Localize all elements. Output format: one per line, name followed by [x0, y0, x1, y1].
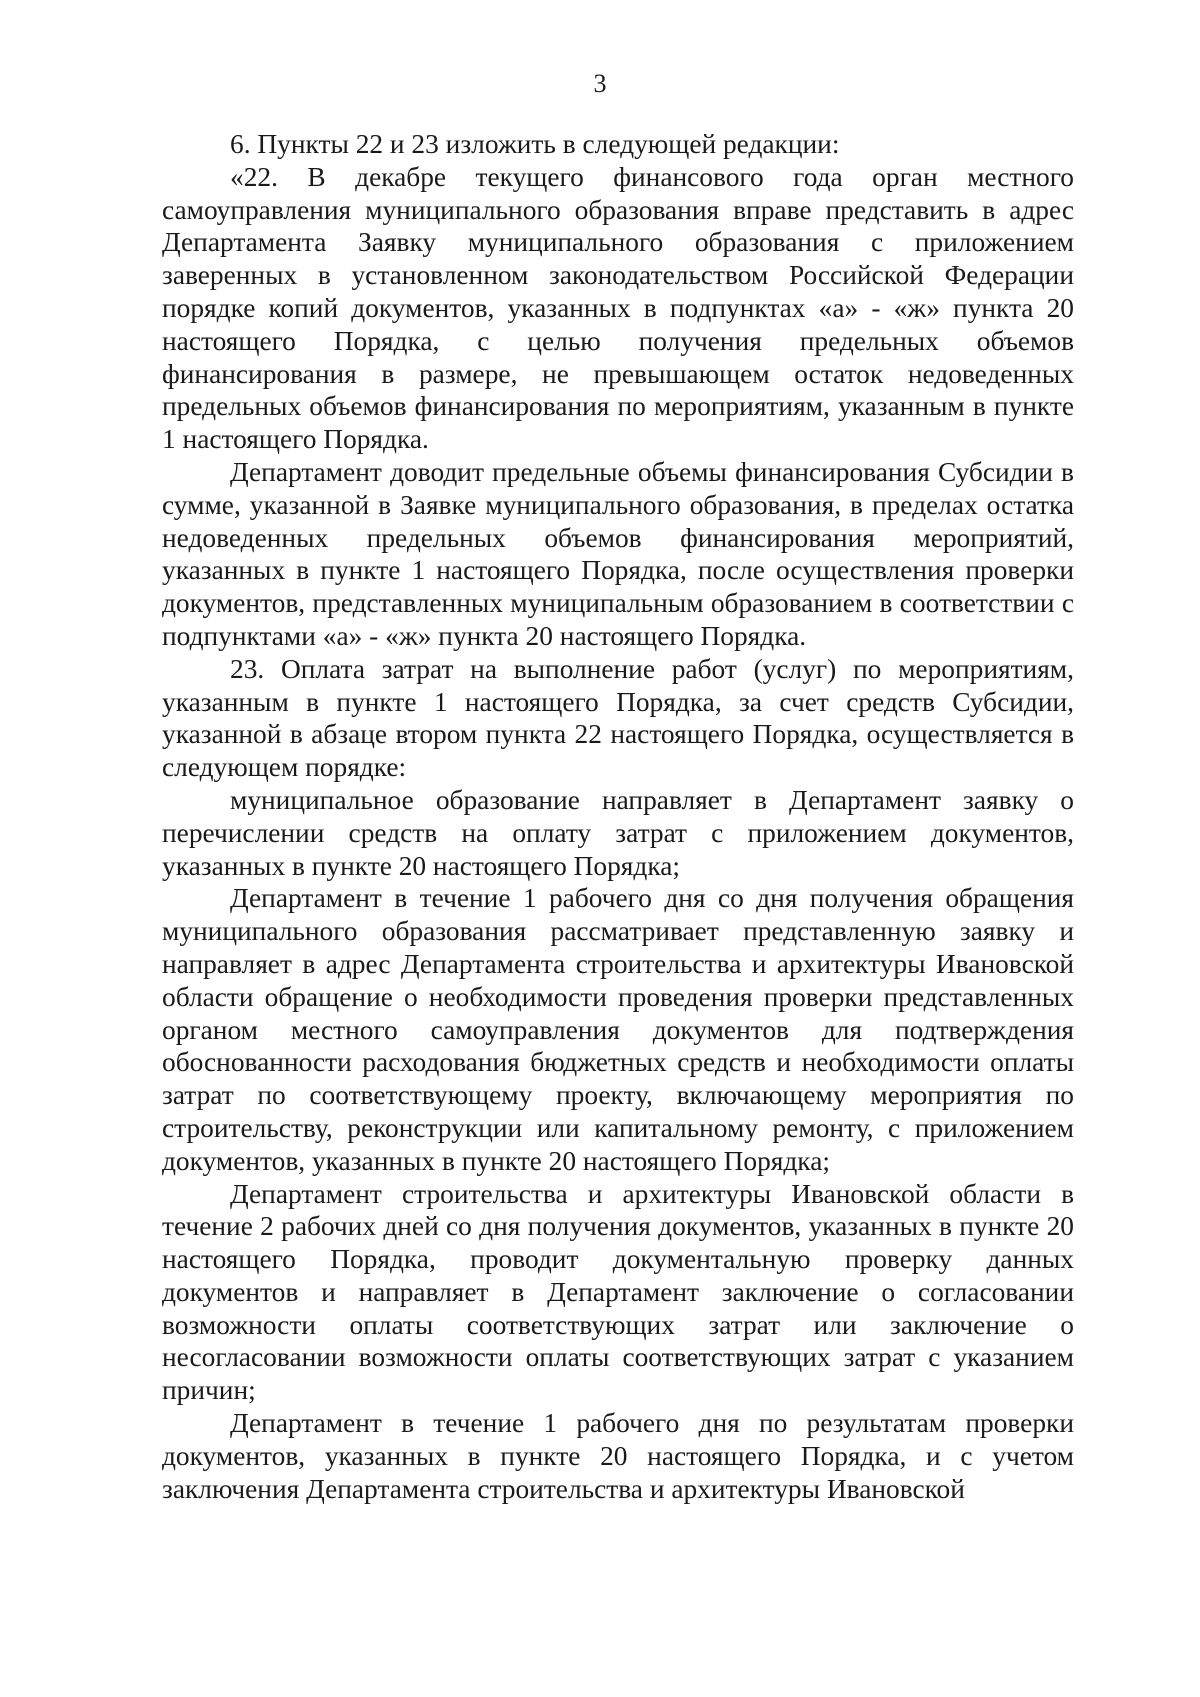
paragraph-item-22-funding: Департамент доводит предельные объемы финансирования Субсидии в сумме, указанной в Заявке муниципального образования, в пределах остатка недоведенных предельных объемов финансирования мероприятий, указанных в пункте 1 настоящего Порядка, после осуществления проверки документов, представленных муниципальным образованием в соответствии с подпунктами «а» - «ж» пункта 20 настоящего Порядка. — [162, 456, 1074, 651]
paragraph-item-23: 23. Оплата затрат на выполнение работ (услуг) по мероприятиям, указанным в пункте 1 настоящего Порядка, за счет средств Субсидии, указанной в абзаце втором пункта 22 настоящего Порядка, осуществляется в следующем порядке: — [162, 653, 1074, 783]
paragraph-construction-check: Департамент строительства и архитектуры Ивановской области в течение 2 рабочих дней со дня получения документов, указанных в пункте 20 настоящего Порядка, проводит документальную проверку данных документов и направляет в Департамент заключение о согласовании возможности оплаты соответствующих затрат или заключение о несогласовании возможности оплаты соответствующих затрат с указанием причин; — [162, 1178, 1074, 1406]
paragraph-item-22: «22. В декабре текущего финансового года орган местного самоуправления муниципального образования вправе представить в адрес Департамента Заявку муниципального образования с приложением заверенных в установленном законодательством Российской Федерации порядке копий документов, указанных в подпунктах «а» - «ж» пункта 20 настоящего Порядка, с целью получения предельных объемов финансирования в размере, не превышающем остаток недоведенных предельных объемов финансирования по мероприятиям, указанным в пункте 1 настоящего Порядка. — [162, 161, 1074, 455]
page-number: 3 — [593, 69, 607, 98]
paragraph-department-review: Департамент в течение 1 рабочего дня со дня получения обращения муниципального образования рассматривает представленную заявку и направляет в адрес Департамента строительства и архитектуры Ивановской области обращение о необходимости проведения проверки представленных органом местного самоуправления документов для подтверждения обоснованности расходования бюджетных средств и необходимости оплаты затрат по соответствующему проекту, включающему мероприятия по строительству, реконструкции или капитальному ремонту, с приложением документов, указанных в пункте 20 настоящего Порядка; — [162, 883, 1074, 1176]
paragraph-department-decision: Департамент в течение 1 рабочего дня по результатам проверки документов, указанных в пункте 20 настоящего Порядка, и с учетом заключения Департамента строительства и архитектуры Ивановской — [162, 1408, 1074, 1504]
paragraph-municipal-request: муниципальное образование направляет в Департамент заявку о перечислении средств на оплату затрат с приложением документов, указанных в пункте 20 настоящего Порядка; — [162, 784, 1074, 881]
paragraph-amendment-intro: 6. Пункты 22 и 23 изложить в следующей редакции: — [230, 129, 840, 159]
document-body — [162, 128, 1074, 1505]
